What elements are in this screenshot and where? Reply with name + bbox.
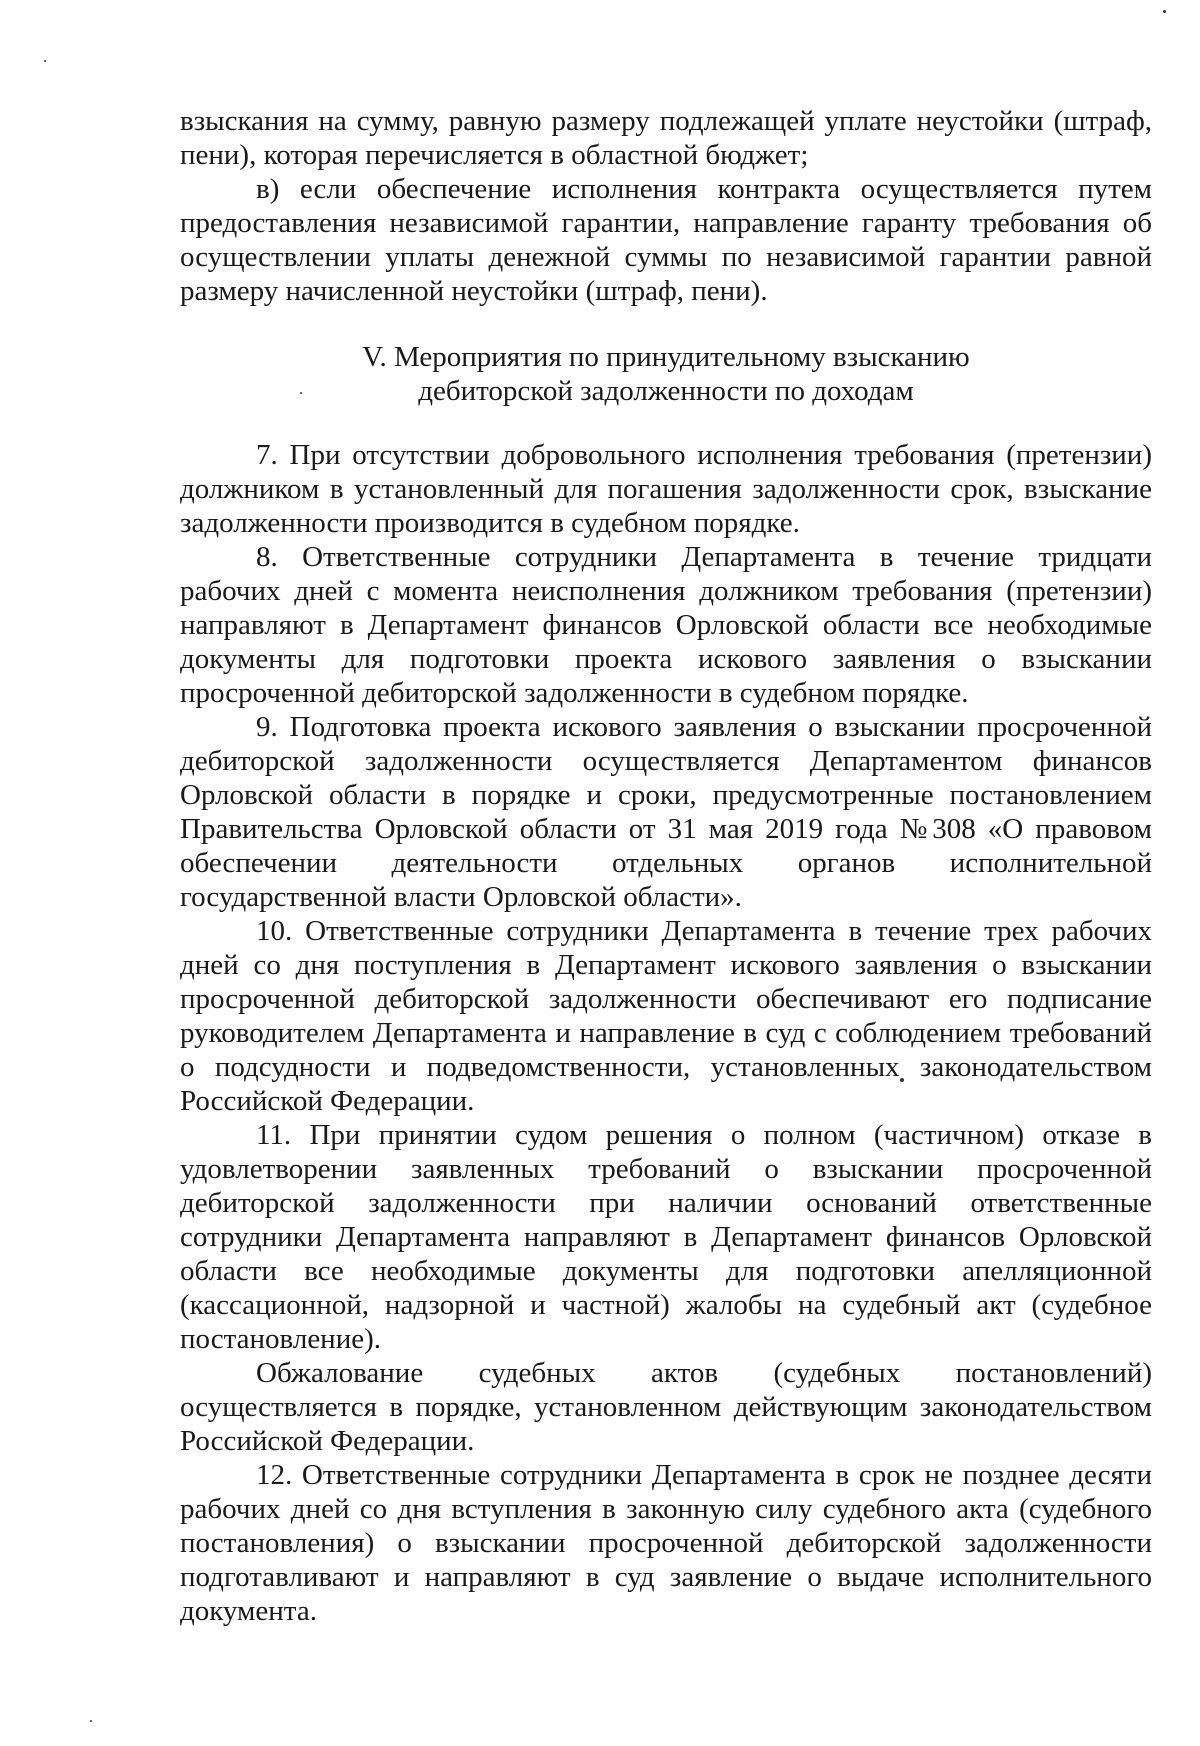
section-heading-line2: дебиторской задолженности по доходам — [418, 375, 914, 407]
scan-speck — [44, 60, 46, 62]
paragraph-12: 12. Ответственные сотрудники Департамента в срок не позднее десяти рабочих дней со дня вступления в законную силу судебного акта (судебного постановления) о взыскании просроченной дебиторской задолженности подготавливают и направляют в суд заявление о выдаче исполнительного документа. — [180, 1459, 1152, 1627]
paragraph-7: 7. При отсутствии добровольного исполнения требования (претензии) должником в установленный для погашения задолженности срок, взыскание задолженности производится в судебном порядке. — [180, 439, 1152, 539]
section-heading — [180, 340, 1152, 408]
paragraph-11: 11. При принятии судом решения о полном (частичном) отказе в удовлетворении заявленных требований о взыскании просроченной дебиторской задолженности при наличии оснований ответственные сотрудники Департамента направляют в Департамент финансов Орловской области все необходимые документы для подготовки апелляционной (кассационной, надзорной и частной) жалобы на судебный акт (судебное постановление). — [180, 1119, 1152, 1355]
scan-speck — [1163, 10, 1166, 13]
paragraph-10: 10. Ответственные сотрудники Департамента в течение трех рабочих дней со дня поступления в Департамент искового заявления о взыскании просроченной дебиторской задолженности обеспечивают его подписание руководителем Департамента и направление в суд с соблюдением требований о подсудности и подведомственности, установленных законодательством Российской Федерации. — [180, 915, 1152, 1117]
paragraph-9: 9. Подготовка проекта искового заявления о взыскании просроченной дебиторской задолженности осуществляется Департаментом финансов Орловской области в порядке и сроки, предусмотренные постановлением Правительства Орловской области от 31 мая 2019 года №308 «О правовом обеспечении деятельности отдельных органов исполнительной государственной власти Орловской области». — [180, 711, 1152, 913]
section-heading-line1: V. Мероприятия по принудительному взысканию — [362, 341, 970, 373]
paragraph-8: 8. Ответственные сотрудники Департамента в течение тридцати рабочих дней с момента неисполнения должником требования (претензии) направляют в Департамент финансов Орловской области все необходимые документы для подготовки проекта искового заявления о взыскании просроченной дебиторской задолженности в судебном порядке. — [180, 541, 1152, 709]
scan-speck — [90, 1720, 92, 1722]
paragraph-v: в) если обеспечение исполнения контракта осуществляется путем предоставления независимой гарантии, направление гаранту требования об осуществлении уплаты денежной суммы по независимой гарантии равной размеру начисленной неустойки (штраф, пени). — [180, 173, 1152, 307]
paragraph-continuation: взыскания на сумму, равную размеру подлежащей уплате неустойки (штраф, пени), которая перечисляется в областной бюджет; — [180, 105, 1152, 171]
paragraph-11-appeal: Обжалование судебных актов (судебных постановлений) осуществляется в порядке, установленном действующим законодательством Российской Федерации. — [180, 1357, 1152, 1457]
document-body — [180, 104, 1152, 1628]
